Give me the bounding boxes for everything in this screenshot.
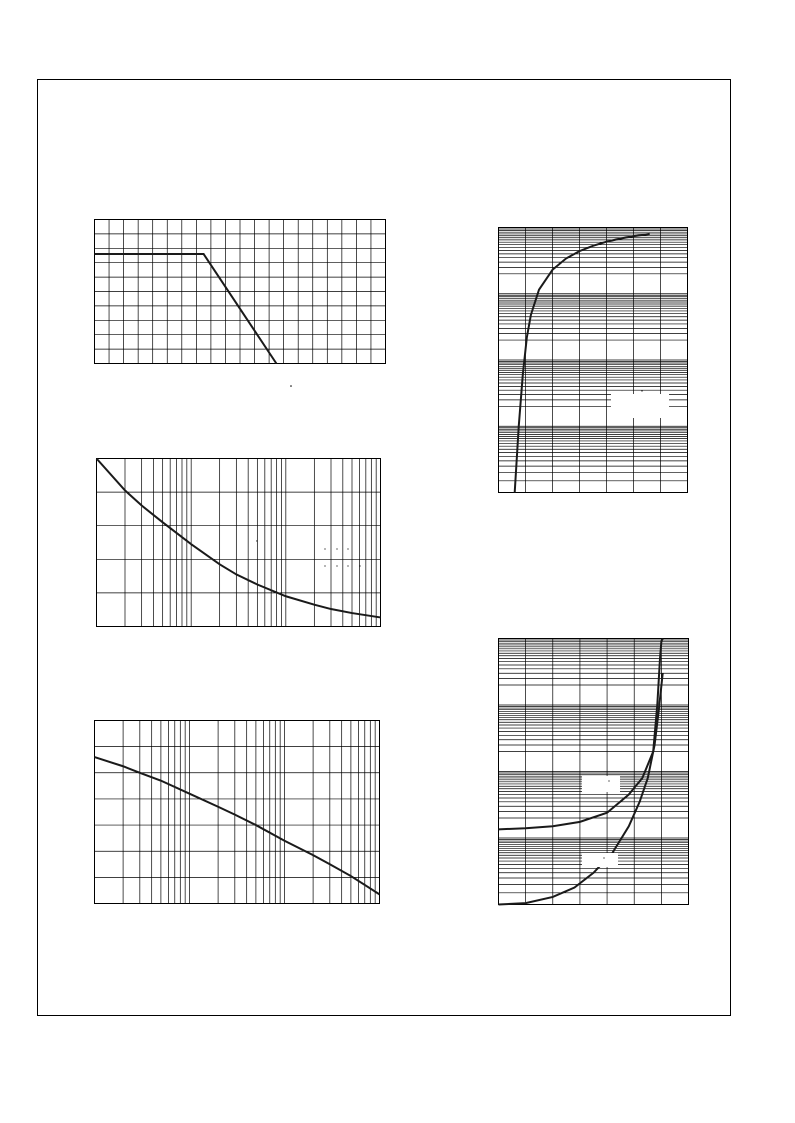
dot-c6 bbox=[347, 565, 348, 566]
dot-d bbox=[641, 390, 642, 391]
dot-c2 bbox=[336, 548, 337, 549]
dot-e2 bbox=[603, 857, 604, 858]
dot-c3 bbox=[347, 548, 348, 549]
dot-a bbox=[290, 385, 292, 387]
dot-c4 bbox=[324, 565, 325, 566]
dot-c7 bbox=[359, 565, 360, 566]
dot-b bbox=[256, 540, 257, 541]
dot-c5 bbox=[336, 565, 337, 566]
dot-e1 bbox=[608, 780, 609, 781]
dot-c1 bbox=[324, 548, 325, 549]
